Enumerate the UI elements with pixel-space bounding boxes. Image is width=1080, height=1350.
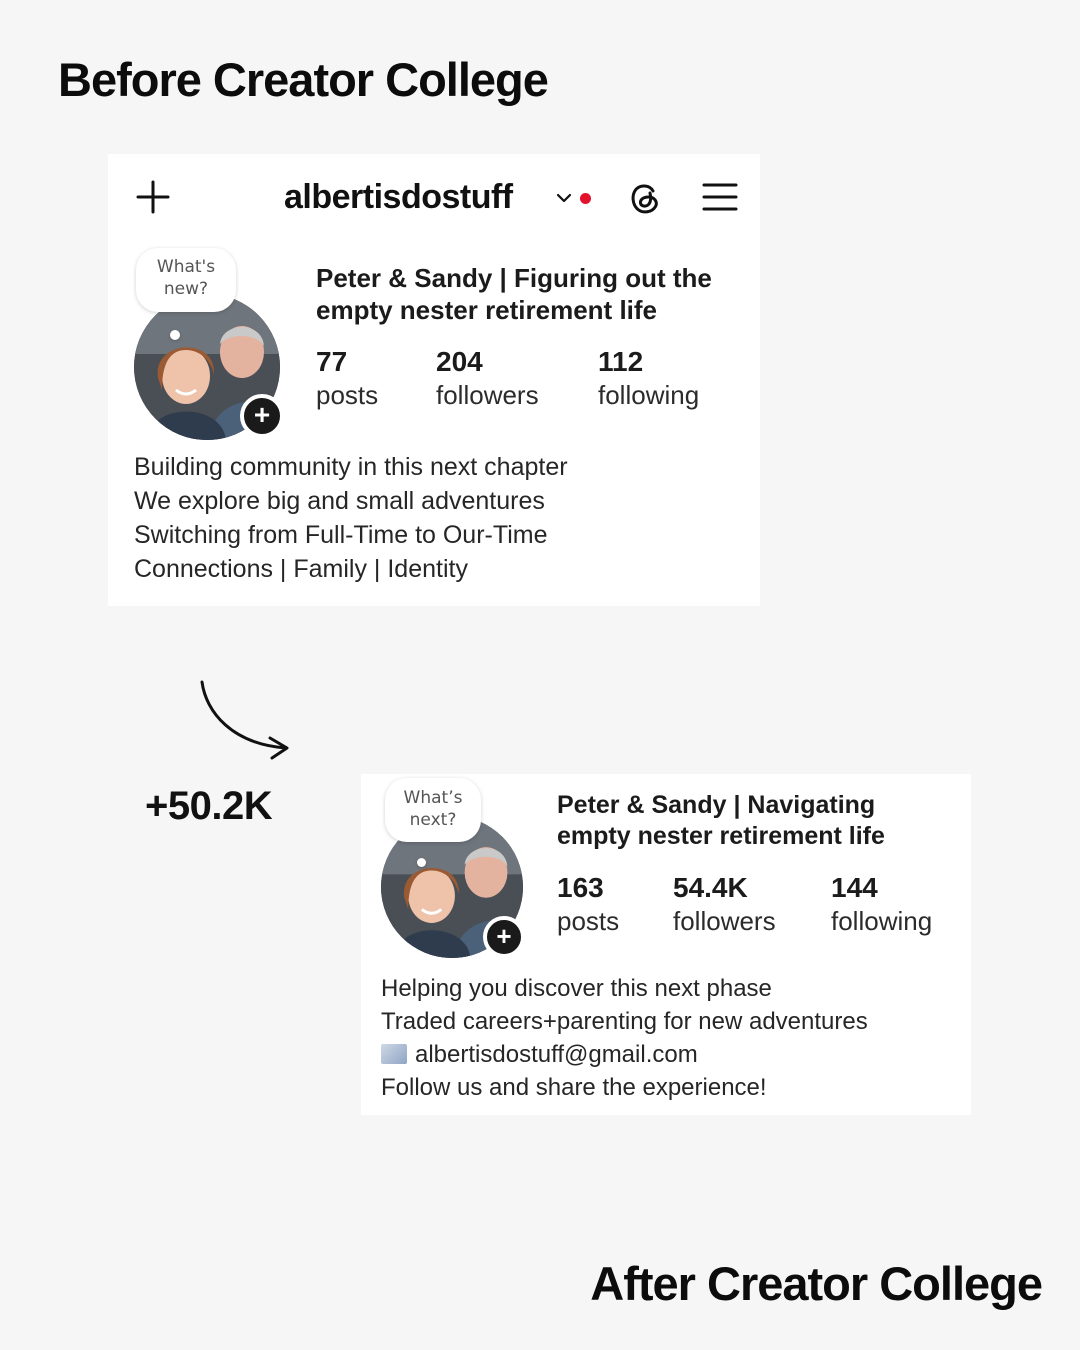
profile-name — [316, 262, 712, 326]
stat-followers-value: 204 — [436, 346, 483, 377]
profile-avatar[interactable] — [381, 776, 531, 956]
story-note-bubble[interactable] — [385, 778, 481, 842]
bubble-line-1: What's — [156, 257, 216, 277]
profile-name — [557, 790, 885, 852]
profile-avatar[interactable] — [134, 244, 294, 434]
bubble-tail-dot — [170, 330, 180, 340]
bubble-line-2: new? — [163, 279, 209, 299]
stat-following[interactable] — [598, 346, 699, 411]
add-story-icon[interactable]: + — [240, 394, 284, 438]
threads-icon[interactable] — [626, 179, 664, 217]
profile-name-line-2: empty nester retirement life — [316, 295, 658, 325]
after-profile-card — [361, 774, 971, 1115]
stat-following-label: following — [598, 380, 700, 410]
profile-bio — [134, 450, 568, 586]
bio-line: Connections | Family | Identity — [134, 555, 468, 583]
bio-line: Building community in this next chapter — [134, 453, 568, 481]
stat-following-label: following — [831, 906, 933, 936]
bio-line: Traded careers+parenting for new adventures — [381, 1008, 868, 1035]
username[interactable]: albertisdostuff — [284, 178, 513, 216]
curved-arrow-icon — [196, 678, 296, 764]
follower-growth-label: +50.2K — [145, 784, 273, 828]
profile-bio — [381, 972, 868, 1104]
stat-followers[interactable] — [673, 872, 776, 937]
envelope-icon — [381, 1044, 407, 1064]
notification-dot — [580, 193, 591, 204]
before-profile-card — [108, 154, 760, 606]
stat-following-value: 144 — [831, 872, 878, 903]
add-story-icon[interactable]: + — [483, 916, 525, 958]
bio-line: Helping you discover this next phase — [381, 975, 772, 1002]
stat-following[interactable] — [831, 872, 932, 937]
stat-posts-label: posts — [557, 906, 620, 936]
bio-email[interactable]: albertisdostuff@gmail.com — [415, 1041, 698, 1068]
stat-posts[interactable] — [557, 872, 619, 937]
stat-followers-value: 54.4K — [673, 872, 748, 903]
stat-posts-value: 77 — [316, 346, 348, 377]
bio-line: Follow us and share the experience! — [381, 1074, 767, 1101]
bubble-tail-dot — [417, 858, 426, 867]
profile-name-line-1: Peter & Sandy | Figuring out the — [316, 263, 712, 293]
bio-line: We explore big and small adventures — [134, 487, 545, 515]
stat-following-value: 112 — [598, 346, 644, 377]
stat-posts-label: posts — [316, 380, 379, 410]
before-heading: Before Creator College — [58, 53, 548, 106]
profile-name-line-1: Peter & Sandy | Navigating — [557, 791, 876, 819]
after-heading: After Creator College — [590, 1257, 1042, 1310]
profile-topbar — [108, 154, 760, 244]
stat-followers-label: followers — [673, 906, 776, 936]
bubble-line-1: What’s — [403, 788, 463, 808]
hamburger-menu-icon[interactable] — [702, 181, 738, 213]
bio-email-line[interactable] — [381, 1038, 868, 1071]
stat-posts[interactable] — [316, 346, 378, 411]
story-note-bubble[interactable] — [136, 248, 236, 312]
profile-name-line-2: empty nester retirement life — [557, 822, 885, 850]
stat-posts-value: 163 — [557, 872, 604, 903]
bio-line: Switching from Full-Time to Our-Time — [134, 521, 548, 549]
bubble-line-2: next? — [409, 810, 457, 830]
stat-followers[interactable] — [436, 346, 539, 411]
chevron-down-icon[interactable] — [556, 192, 572, 204]
stat-followers-label: followers — [436, 380, 539, 410]
plus-icon[interactable] — [136, 180, 170, 214]
